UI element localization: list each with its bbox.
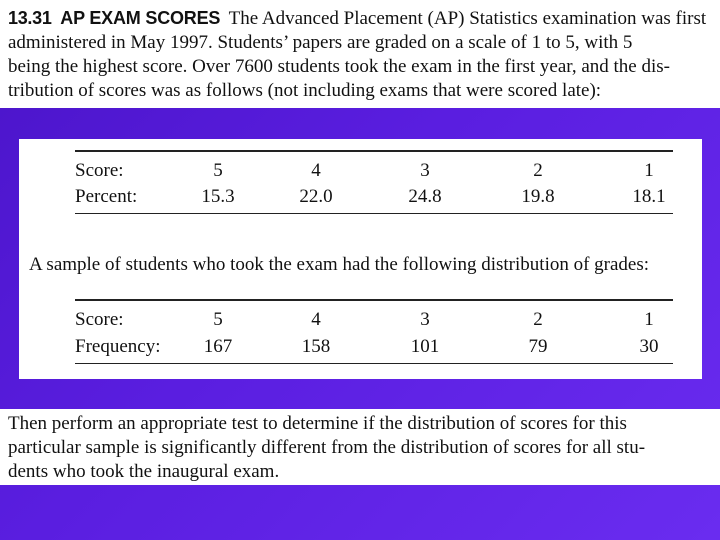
population-percent-cell: 18.1	[632, 186, 666, 207]
population-score-label: Score:	[75, 160, 124, 181]
sample-frequency-label: Frequency:	[75, 336, 161, 357]
population-score-cell: 3	[420, 160, 430, 181]
sample-score-cell: 3	[420, 309, 430, 330]
population-score-row	[75, 159, 673, 183]
intro-line-3: being the highest score. Over 7600 students took the exam in the first year, and the dis-	[8, 56, 670, 77]
sample-table-top-rule	[75, 299, 673, 301]
population-percent-row	[75, 185, 673, 209]
problem-number: 13.31	[8, 8, 52, 28]
sample-frequency-cell: 167	[203, 336, 233, 357]
population-percent-cell: 15.3	[201, 186, 235, 207]
sample-score-cell: 1	[644, 309, 654, 330]
question-line-1: Then perform an appropriate test to determine if the distribution of scores for this	[8, 413, 627, 434]
population-percent-cell: 24.8	[408, 186, 442, 207]
tables-panel	[19, 139, 702, 379]
population-score-cell: 1	[644, 160, 654, 181]
sample-frequency-cell: 79	[528, 336, 548, 357]
sample-frequency-row	[75, 335, 673, 359]
sample-table-bottom-rule	[75, 363, 673, 364]
intro-line-2: administered in May 1997. Students’ papers are graded on a scale of 1 to 5, with 5	[8, 32, 633, 53]
population-table-top-rule	[75, 150, 673, 152]
sample-frequency-cell: 30	[639, 336, 659, 357]
sample-frequency-cell: 158	[301, 336, 331, 357]
sample-score-cell: 5	[213, 309, 223, 330]
population-score-cell: 4	[311, 160, 321, 181]
intro-line-4: tribution of scores was as follows (not including exams that were scored late):	[8, 80, 602, 101]
sample-score-cell: 4	[311, 309, 321, 330]
sample-score-label: Score:	[75, 309, 124, 330]
population-table-bottom-rule	[75, 213, 673, 214]
question-line-2: particular sample is significantly different from the distribution of scores for all stu-	[8, 437, 646, 458]
population-percent-label: Percent:	[75, 186, 138, 207]
sample-sentence: A sample of students who took the exam had the following distribution of grades:	[29, 254, 650, 275]
population-percent-cell: 22.0	[299, 186, 333, 207]
problem-first-line	[8, 6, 712, 31]
problem-statement-panel	[0, 0, 720, 108]
intro-line-1: The Advanced Placement (AP) Statistics examination was first	[228, 8, 707, 29]
population-percent-cell: 19.8	[521, 186, 555, 207]
population-score-cell: 5	[213, 160, 223, 181]
sample-score-cell: 2	[533, 309, 543, 330]
population-score-cell: 2	[533, 160, 543, 181]
problem-title: AP EXAM SCORES	[60, 8, 221, 28]
sample-frequency-cell: 101	[410, 336, 440, 357]
question-line-3: dents who took the inaugural exam.	[8, 461, 280, 482]
question-panel	[0, 409, 720, 485]
sample-score-row	[75, 308, 673, 332]
